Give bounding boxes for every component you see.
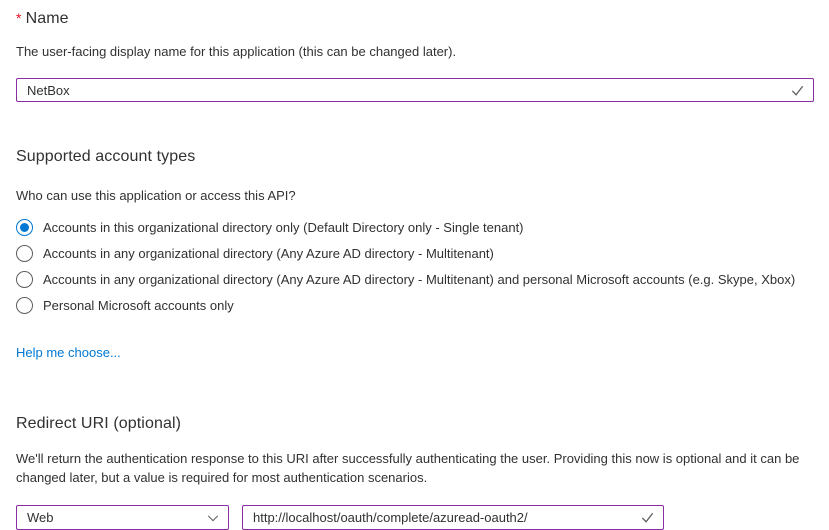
account-types-question: Who can use this application or access this API? — [16, 188, 296, 203]
name-label: Name — [25, 10, 69, 27]
supported-account-types-title: Supported account types — [16, 148, 196, 165]
radio-option-single-tenant[interactable] — [16, 214, 814, 240]
name-input-wrap — [16, 78, 814, 102]
name-section-title — [16, 10, 814, 28]
redirect-uri-title: Redirect URI (optional) — [16, 415, 182, 432]
redirect-uri-row — [16, 505, 814, 530]
chevron-down-icon — [206, 511, 220, 525]
radio-option-label: Accounts in any organizational directory (Any Azure AD directory - Multitenant) and personal Microsoft accounts (e.g. Skype, Xbox) — [43, 271, 796, 287]
platform-select[interactable] — [16, 505, 229, 530]
redirect-uri-input[interactable] — [243, 510, 640, 525]
valid-check-icon — [640, 510, 655, 525]
radio-option-multitenant-personal[interactable] — [16, 266, 814, 292]
valid-check-icon — [790, 83, 805, 98]
redirect-uri-description: We'll return the authentication response to this URI after successfully authenticating the user. Providing this now is optional and it can be changed later, but a value is required for most authentication scenarios. — [16, 451, 800, 485]
radio-option-multitenant[interactable] — [16, 240, 814, 266]
name-input[interactable] — [17, 83, 790, 98]
account-types-radio-group — [16, 214, 814, 318]
platform-select-value: Web — [27, 510, 54, 525]
help-me-choose-link[interactable]: Help me choose... — [16, 345, 121, 360]
name-description: The user-facing display name for this application (this can be changed later). — [16, 44, 457, 59]
radio-icon — [16, 271, 33, 288]
radio-option-personal-only[interactable] — [16, 292, 814, 318]
radio-icon — [16, 245, 33, 262]
required-marker: * — [16, 10, 22, 26]
radio-option-label: Accounts in this organizational directory only (Default Directory only - Single tenant) — [43, 219, 524, 235]
radio-icon — [16, 297, 33, 314]
radio-option-label: Personal Microsoft accounts only — [43, 297, 234, 313]
radio-option-label: Accounts in any organizational directory (Any Azure AD directory - Multitenant) — [43, 245, 494, 261]
redirect-uri-input-wrap — [242, 505, 664, 530]
radio-icon — [16, 219, 33, 236]
